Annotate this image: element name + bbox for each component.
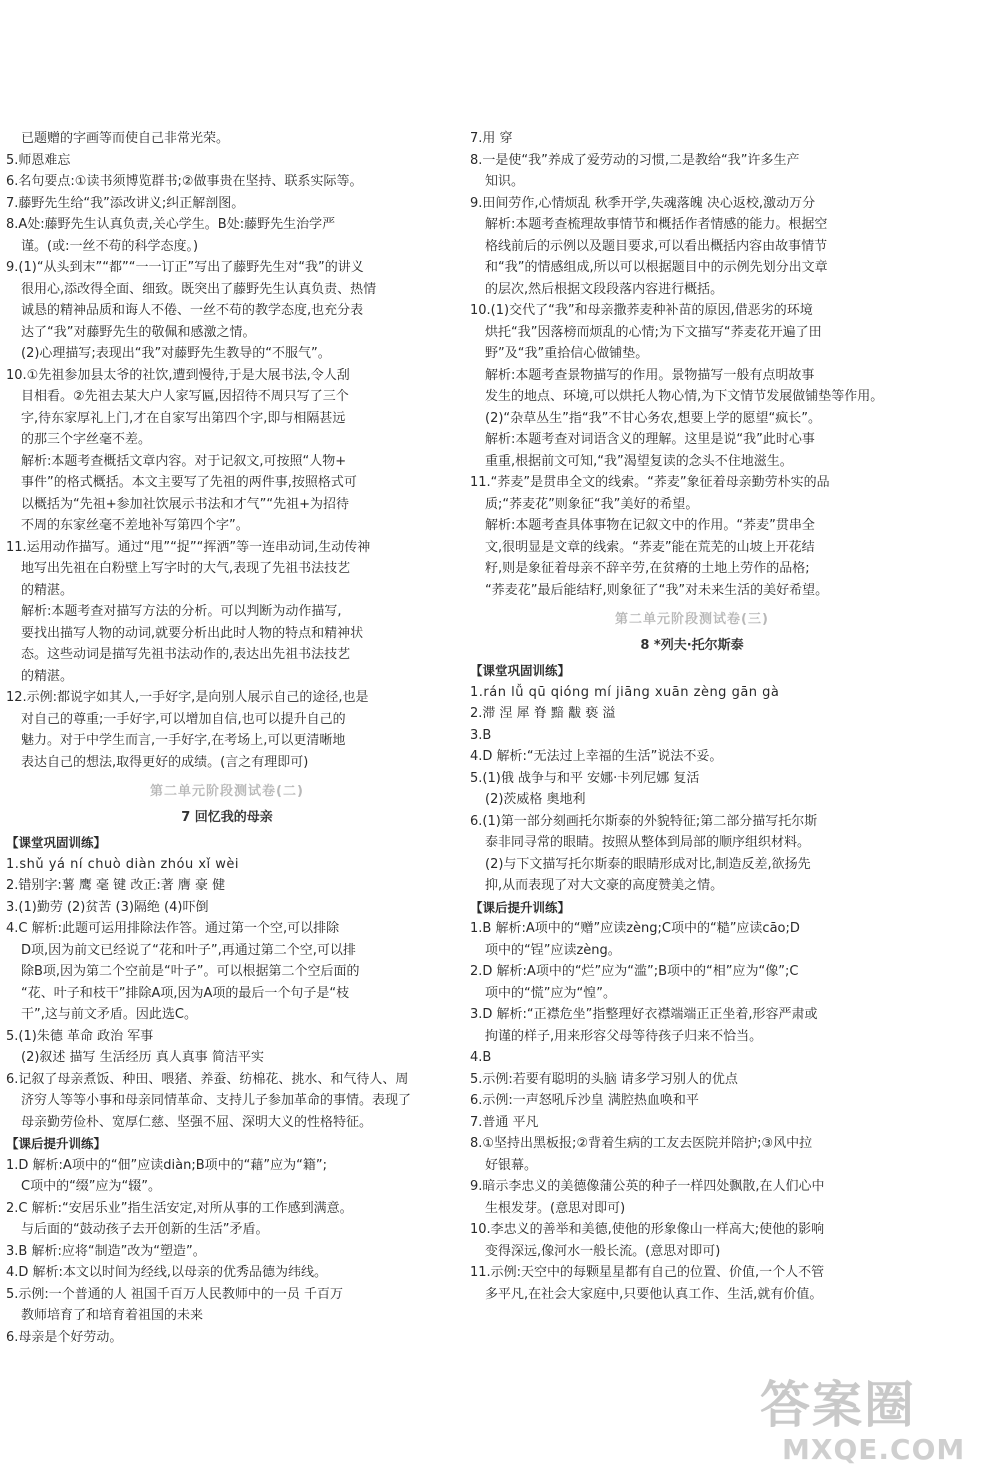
- answer-line: 3.(1)勤劳 (2)贫苦 (3)隔绝 (4)吓倒: [6, 899, 209, 915]
- classroom-training-tag: 【课堂巩固训练】: [6, 835, 107, 850]
- answer-line: 4.D 解析:本文以时间为经线,以母亲的优秀品德为纬线。: [6, 1265, 328, 1280]
- answer-line: 10.①先祖参加县太爷的社饮,遭到慢待,于是大展书法,令人刮: [6, 367, 350, 383]
- lesson-title: 8 *列夫·托尔斯泰: [640, 637, 744, 653]
- answer-line: 7.普通 平凡: [470, 1114, 539, 1130]
- answer-line: 要找出描写人物的动词,就要分析出此时人物的特点和精神状: [21, 625, 364, 641]
- answer-line: 解析:本题考查对描写方法的分析。可以判断为动作描写,: [21, 604, 342, 619]
- answer-line: 9.田间劳作,心情烦乱 秋季开学,失魂落魄 决心返校,激动万分: [470, 195, 816, 211]
- answer-line: 4.B: [470, 1050, 492, 1065]
- answer-line: 12.示例:都说字如其人,一手好字,是向别人展示自己的途径,也是: [6, 690, 369, 705]
- lesson-title: 7 回忆我的母亲: [181, 809, 273, 825]
- answer-line: 11.示例:天空中的每颗星星都有自己的位置、价值,一个人不管: [470, 1265, 825, 1280]
- answer-line: 格线前后的示例以及题目要求,可以看出概括内容由故事情节: [485, 238, 828, 254]
- answer-line: 10.李忠义的善举和美德,使他的形象像山一样高大;使他的影响: [470, 1222, 825, 1237]
- answer-line: 拘谨的样子,用来形容父母等待孩子归来不恰当。: [485, 1028, 763, 1044]
- answer-line: 4.C 解析:此题可运用排除法作答。通过第一个空,可以排除: [6, 921, 340, 936]
- answer-line: 魅力。对于中学生而言,一手好字,在考场上,可以更清晰地: [21, 733, 346, 748]
- answer-line: 不周的东家丝毫不差地补写第四个字”。: [21, 518, 249, 533]
- answer-line: “荞麦花”最后能结籽,则象征了“我”对未来生活的美好希望。: [485, 582, 829, 598]
- answer-line: 质;“荞麦花”则象征“我”美好的希望。: [485, 496, 699, 512]
- answer-line: 除B项,因为第二个空前是“叶子”。可以根据第二个空后面的: [21, 964, 360, 979]
- answer-line: 5.示例:若要有聪明的头脑 请多学习别人的优点: [470, 1071, 738, 1087]
- watermark: [760, 1375, 998, 1471]
- answer-line: 3.D 解析:“正襟危坐”指整理好衣襟端端正正坐着,形容严肃或: [470, 1007, 818, 1022]
- answer-line: 济穷人等等小事和母亲同情革命、支持儿子参加革命的事情。表现了: [21, 1093, 412, 1108]
- answer-line: 的精湛。: [21, 668, 74, 684]
- watermark-url: MXQE.COM: [782, 1433, 966, 1466]
- answer-line: 变得深远,像河水一般长流。(意思对即可): [485, 1243, 721, 1259]
- answer-line: 字,待东家厚礼上门,才在自家写出第四个字,即与相隔甚远: [21, 410, 346, 426]
- answer-line: 5.示例:一个普通的人 祖国千百万人民教师中的一员 千百万: [6, 1286, 344, 1302]
- answer-line: 与后面的“鼓动孩子去开创新的生活”矛盾。: [21, 1222, 269, 1237]
- answer-line: 以概括为“先祖+参加社饮展示书法和才气”“先祖+为招待: [21, 496, 349, 512]
- answer-line: C项中的“缀”应为“辍”。: [21, 1179, 162, 1194]
- answer-line: (2)“杂草丛生”指“我”不甘心务农,想要上学的愿望“疯长”。: [485, 410, 821, 426]
- answer-line: 达了“我”对藤野先生的敬佩和感激之情。: [21, 324, 256, 340]
- answer-line: 事件”的格式概括。本文主要写了先祖的两件事,按照格式可: [21, 475, 357, 490]
- answer-line: 1.B 解析:A项中的“赠”应读zèng;C项中的“糙”应读cāo;D: [470, 921, 800, 936]
- answer-line: 11.运用动作描写。通过“甩”“捉”“挥洒”等一连串动词,生动传神: [6, 539, 371, 555]
- answer-line: 6.名句要点:①读书须博览群书;②做事贵在坚持、联系实际等。: [6, 174, 363, 189]
- answer-line: 6.记叙了母亲煮饭、种田、喂猪、养蚕、纺棉花、挑水、和气待人、周: [6, 1071, 409, 1087]
- left-column: [6, 128, 448, 1348]
- answer-line: 和“我”的情感组成,所以可以根据题目中的示例先划分出文章: [485, 260, 828, 275]
- answer-line: 10.(1)交代了“我”和母亲撒荞麦种补苗的原因,借恶劣的环境: [470, 303, 813, 318]
- answer-line: 8.A处:藤野先生认真负责,关心学生。B处:藤野先生治学严: [6, 217, 336, 232]
- answer-line: 6.示例:一声怒吼斥沙皇 满腔热血唤和平: [470, 1093, 699, 1108]
- pinyin-line: 1.shǔ yá ní chuò diàn zhóu xǐ wèi: [6, 856, 240, 872]
- answer-line: 2.错别字:薯 鹰 毫 键 改正:著 膺 豪 健: [6, 878, 226, 893]
- answer-line: 5.师恩难忘: [6, 152, 71, 168]
- answer-line: 项中的“慌”应为“惶”。: [485, 985, 616, 1001]
- answer-line: 已题赠的字画等而使自己非常光荣。: [21, 131, 230, 146]
- answer-line: 4.D 解析:“无法过上幸福的生活”说法不妥。: [470, 749, 723, 764]
- section-title: 第二单元阶段测试卷(三): [615, 612, 769, 627]
- answer-line: 野”及“我”重拾信心做铺垫。: [485, 346, 649, 361]
- classroom-training-tag: 【课堂巩固训练】: [470, 663, 571, 678]
- answer-line: 解析:本题考查对词语含义的理解。这里是说“我”此时心事: [485, 432, 815, 447]
- answer-line: 很用心,添改得全面、细致。既突出了藤野先生认真负责、热情: [21, 281, 377, 297]
- answer-line: D项,因为前文已经说了“花和叶子”,再通过第二个空,可以排: [21, 942, 356, 958]
- answer-line: 知识。: [485, 174, 525, 189]
- answer-line: 诚恳的精神品质和诲人不倦、一丝不苟的教学态度,也充分表: [21, 303, 364, 318]
- answer-line: 解析:本题考查概括文章内容。对于记叙文,可按照“人物+: [21, 453, 347, 469]
- answer-line: 解析:本题考查景物描写的作用。景物描写一般有点明故事: [485, 367, 815, 383]
- answer-line: 重重,根据前文可知,“我”渴望复读的念头不住地滋生。: [485, 453, 793, 469]
- answer-line: 干”,这与前文矛盾。因此选C。: [21, 1007, 197, 1022]
- answer-line: 籽,则是象征着母亲不辞辛劳,在贫瘠的土地上劳作的品格;: [485, 561, 810, 576]
- answer-line: 发生的地点、环境,可以烘托人物心情,为下文情节发展做铺垫等作用。: [485, 389, 884, 404]
- answer-line: 教师培育了和培育着祖国的未来: [21, 1308, 204, 1323]
- answer-line: 项中的“锃”应读zèng。: [485, 942, 621, 958]
- answer-line: 7.用 穿: [470, 131, 513, 146]
- answer-line: 8.①坚持出黑板报;②背着生病的工友去医院并陪护;③风中拉: [470, 1136, 813, 1151]
- answer-line: “花、叶子和枝干”排除A项,因为A项的最后一个句子是“枝: [21, 985, 350, 1001]
- answer-line: 9.(1)“从头到末”“都”“一一订正”写出了藤野先生对“我”的讲义: [6, 260, 364, 275]
- answer-line: 母亲勤劳俭朴、宽厚仁慈、坚强不屈、深明大义的性格特征。: [21, 1114, 373, 1130]
- answer-line: 2.C 解析:“安居乐业”指生活安定,对所从事的工作感到满意。: [6, 1200, 353, 1216]
- answer-line: 11.“荞麦”是贯串全文的线索。“荞麦”象征着母亲勤劳朴实的品: [470, 475, 830, 490]
- answer-line: 2.D 解析:A项中的“烂”应为“滥”;B项中的“相”应为“像”;C: [470, 964, 799, 979]
- answer-line: 烘托“我”因落榜而烦乱的心情;为下文描写“荞麦花开遍了田: [485, 324, 822, 340]
- answer-line: 的层次,然后根据文段段落内容进行概括。: [485, 281, 724, 297]
- answer-line: 2.滞 涅 犀 脊 黯 黻 亵 溢: [470, 706, 616, 721]
- answer-line: 好银幕。: [485, 1157, 538, 1173]
- answer-line: 态。这些动词是描写先祖书法动作的,表达出先祖书法技艺: [21, 647, 351, 662]
- answer-line: 解析:本题考查具体事物在记叙文中的作用。“荞麦”贯串全: [485, 518, 815, 533]
- answer-line: 对自己的尊重;一手好字,可以增加自信,也可以提升自己的: [21, 711, 346, 727]
- answer-line: 6.(1)第一部分刻画托尔斯泰的外貌特征;第二部分描写托尔斯: [470, 813, 818, 829]
- section-title: 第二单元阶段测试卷(二): [150, 784, 304, 799]
- answer-line: (2)与下文描写托尔斯泰的眼睛形成对比,制造反差,欲扬先: [485, 856, 811, 872]
- right-column: [470, 128, 914, 1305]
- answer-line: 解析:本题考查梳理故事情节和概括作者情感的能力。根据空: [485, 217, 828, 232]
- answer-line: (2)叙述 描写 生活经历 真人真事 简洁平实: [21, 1050, 264, 1065]
- pinyin-line: 1.rán lǚ qū qióng mí jiāng xuān zèng gān gà: [470, 684, 780, 700]
- answer-line: 谨。(或:一丝不苟的科学态度。): [21, 238, 199, 254]
- answer-line: 地写出先祖在白粉壁上写字时的大气,表现了先祖书法技艺: [21, 561, 351, 576]
- answer-line: 6.母亲是个好劳动。: [6, 1329, 123, 1345]
- answer-line: 5.(1)俄 战争与和平 安娜·卡列尼娜 复活: [470, 770, 700, 786]
- answer-line: 目相看。②先祖去某大户人家写匾,因招待不周只写了三个: [21, 389, 349, 404]
- answer-line: 抑,从而表现了对大文豪的高度赞美之情。: [485, 878, 724, 893]
- answer-line: 1.D 解析:A项中的“佃”应读diàn;B项中的“藉”应为“籍”;: [6, 1157, 327, 1173]
- answer-line: 9.暗示李忠义的美德像蒲公英的种子一样四处飘散,在人们心中: [470, 1179, 825, 1194]
- answer-line: 3.B: [470, 727, 492, 743]
- answer-line: 5.(1)朱德 革命 政治 军事: [6, 1028, 154, 1044]
- after-class-training-tag: 【课后提升训练】: [6, 1136, 107, 1151]
- answer-line: 的那三个字丝毫不差。: [21, 432, 152, 447]
- watermark-logo-text: 答案圈: [760, 1376, 916, 1434]
- answer-line: 生根发芽。(意思对即可): [485, 1200, 626, 1216]
- answer-line: 7.藤野先生给“我”添改讲义;纠正解剖图。: [6, 195, 245, 211]
- answer-line: 多平凡,在社会大家庭中,只要他认真工作、生活,就有价值。: [485, 1286, 823, 1302]
- answer-line: (2)茨威格 奥地利: [485, 792, 586, 807]
- answer-line: 泰非同寻常的眼睛。按照从整体到局部的顺序组织材料。: [485, 835, 811, 850]
- after-class-training-tag: 【课后提升训练】: [470, 899, 571, 915]
- answer-line: 表达自己的想法,取得更好的成绩。(言之有理即可): [21, 754, 309, 770]
- answer-line: 3.B 解析:应将“制造”改为“塑造”。: [6, 1243, 206, 1259]
- answer-line: (2)心理描写;表现出“我”对藤野先生教导的“不服气”。: [21, 346, 331, 361]
- answer-line: 文,很明显是文章的线索。“荞麦”能在荒芜的山坡上开花结: [485, 539, 815, 555]
- answer-line: 8.一是使“我”养成了爱劳动的习惯,二是教给“我”许多生产: [470, 152, 800, 168]
- answer-line: 的精湛。: [21, 582, 74, 598]
